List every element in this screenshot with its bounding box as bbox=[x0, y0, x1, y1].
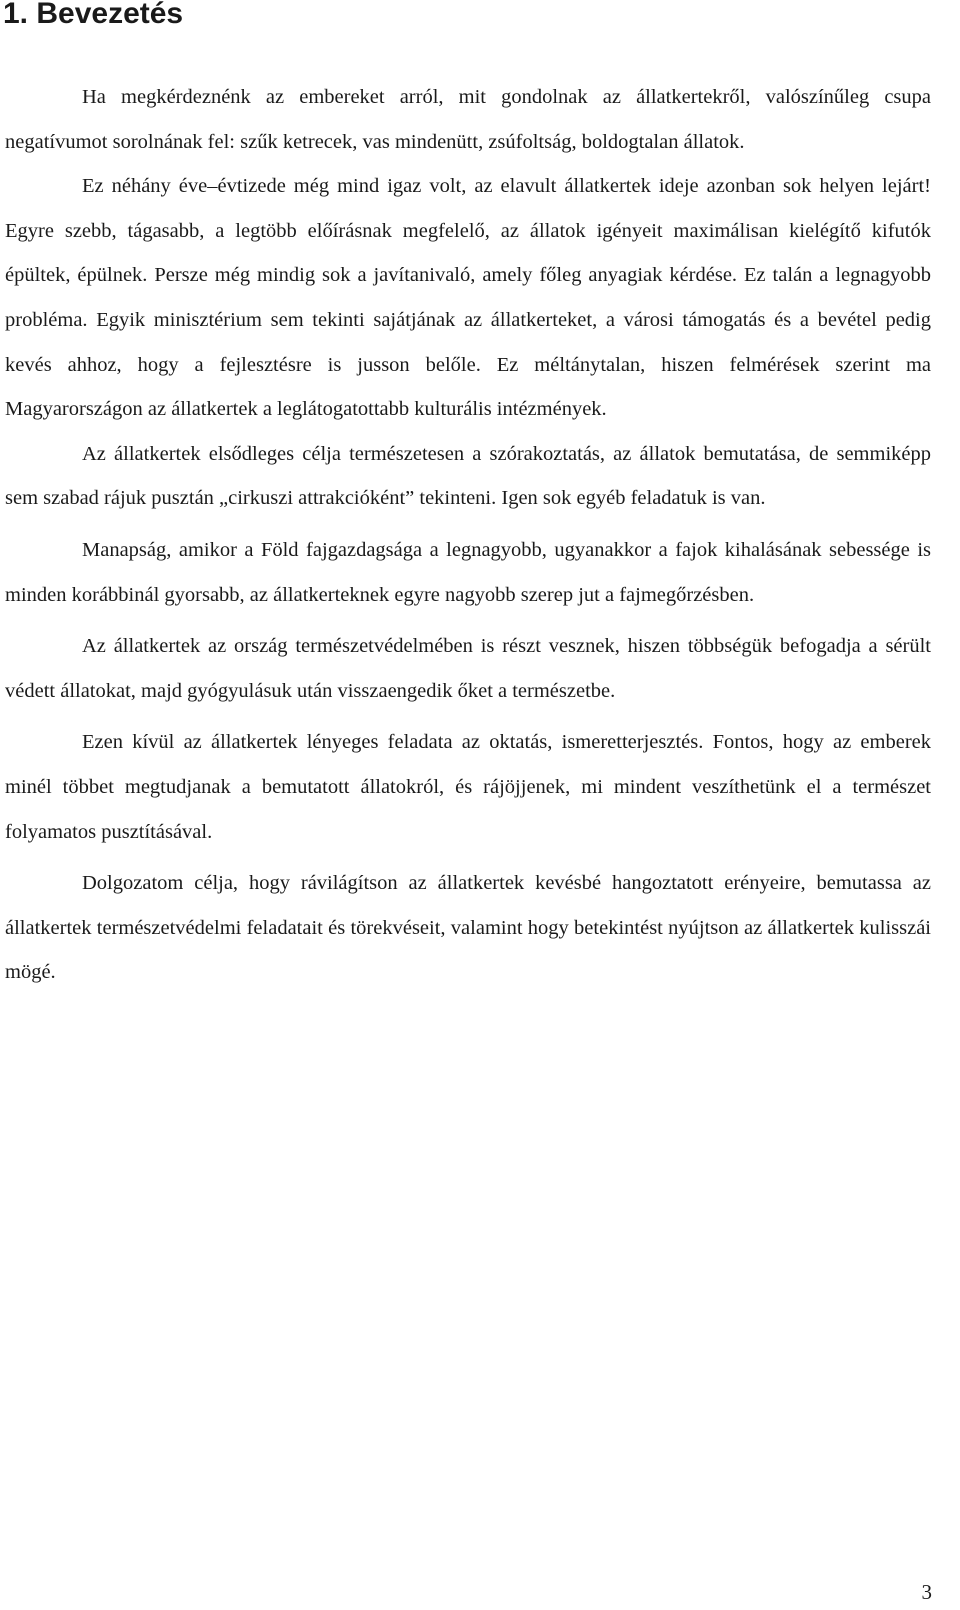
page-number: 3 bbox=[921, 1580, 932, 1604]
paragraph-thesis-aim: Dolgozatom célja, hogy rávilágítson az állatkertek kevésbé hangoztatott erényeire, bemutassa az állatkertek természetvédelmi feladatait és törekvéseit, valamint hogy betekintést nyújtson az állatkertek kulisszái mögé. bbox=[5, 872, 931, 984]
paragraph-primary-goal: Az állatkertek elsődleges célja természetesen a szórakoztatás, az állatok bemutatása, de semmiképp sem szabad rájuk pusztán „cirkuszi attrakcióként” tekinteni. Igen sok egyéb feladatuk is van. bbox=[5, 442, 931, 510]
paragraph-nature-protection: Az állatkertek az ország természetvédelmében is részt vesznek, hiszen többségük befogadja a sérült védett állatokat, majd gyógyulásuk után visszaengedik őket a természetbe. bbox=[5, 635, 931, 702]
paragraph-education: Ezen kívül az állatkertek lényeges feladata az oktatás, ismeretterjesztés. Fontos, hogy az emberek minél többet megtudjanak a bemutatott állatokról, és rájöjjenek, mi mindent veszíthetünk el a természet folyamatos pusztításával. bbox=[5, 731, 931, 843]
section-heading: 1. Bevezetés bbox=[3, 0, 184, 30]
paragraph-outdated-zoos: Ez néhány éve–évtizede még mind igaz volt, az elavult állatkertek ideje azonban sok helyen lejárt! Egyre szebb, tágasabb, a legtöbb előírásnak megfelelő, az állatok igényeit maximálisan kielégítő kifutók épültek, épülnek. Persze még mindig sok a javítanivaló, amely főleg anyagiak kérdése. Ez talán a legnagyobb probléma. Egyik minisztérium sem tekinti sajátjának az állatkerteket, a városi támogatás és a bevétel pedig kevés ahhoz, hogy a fejlesztésre is jusson belőle. Ez méltánytalan, hiszen felmérések szerint ma Magyarországon az állatkertek a leglátogatottabb kulturális intézmények. bbox=[5, 175, 931, 421]
body-text bbox=[5, 75, 931, 995]
paragraph-species-conservation: Manapság, amikor a Föld fajgazdagsága a legnagyobb, ugyanakkor a fajok kihalásának sebessége is minden korábbinál gyorsabb, az állatkerteknek egyre nagyobb szerep jut a fajmegőrzésben. bbox=[5, 538, 931, 606]
paragraph-intro: Ha megkérdeznénk az embereket arról, mit gondolnak az állatkertekről, valószínűleg csupa negatívumot sorolnának fel: szűk ketrecek, vas mindenütt, zsúfoltság, boldogtalan állatok. bbox=[5, 86, 931, 153]
